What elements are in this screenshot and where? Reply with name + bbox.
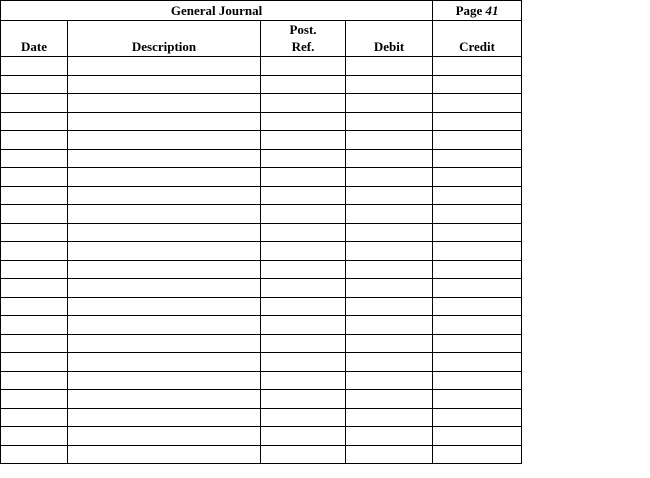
description-cell[interactable] bbox=[68, 205, 261, 224]
date-cell[interactable] bbox=[1, 390, 68, 409]
credit-cell[interactable] bbox=[433, 260, 522, 279]
description-cell[interactable] bbox=[68, 131, 261, 150]
table-row bbox=[1, 353, 522, 372]
post-ref-cell[interactable] bbox=[261, 390, 346, 409]
debit-cell[interactable] bbox=[346, 427, 433, 446]
debit-cell[interactable] bbox=[346, 334, 433, 353]
post-ref-cell[interactable] bbox=[261, 75, 346, 94]
date-cell[interactable] bbox=[1, 149, 68, 168]
debit-cell[interactable] bbox=[346, 371, 433, 390]
description-cell[interactable] bbox=[68, 445, 261, 464]
description-cell[interactable] bbox=[68, 279, 261, 298]
date-cell[interactable] bbox=[1, 186, 68, 205]
date-cell[interactable] bbox=[1, 445, 68, 464]
credit-cell[interactable] bbox=[433, 334, 522, 353]
post-ref-cell[interactable] bbox=[261, 353, 346, 372]
page-indicator bbox=[433, 1, 522, 21]
debit-cell[interactable] bbox=[346, 186, 433, 205]
post-ref-cell[interactable] bbox=[261, 242, 346, 261]
debit-cell[interactable] bbox=[346, 149, 433, 168]
credit-cell[interactable] bbox=[433, 94, 522, 113]
post-ref-cell[interactable] bbox=[261, 223, 346, 242]
post-ref-cell[interactable] bbox=[261, 445, 346, 464]
description-cell[interactable] bbox=[68, 390, 261, 409]
table-row bbox=[1, 316, 522, 335]
debit-cell[interactable] bbox=[346, 445, 433, 464]
debit-column-header: Debit bbox=[346, 21, 433, 57]
table-row bbox=[1, 149, 522, 168]
post-ref-column-header bbox=[261, 21, 346, 57]
description-cell[interactable] bbox=[68, 334, 261, 353]
post-ref-label-line1: Post. bbox=[289, 22, 317, 37]
description-cell[interactable] bbox=[68, 371, 261, 390]
credit-cell[interactable] bbox=[433, 427, 522, 446]
date-cell[interactable] bbox=[1, 75, 68, 94]
table-row bbox=[1, 390, 522, 409]
post-ref-cell[interactable] bbox=[261, 186, 346, 205]
description-column-header: Description bbox=[68, 21, 261, 57]
debit-cell[interactable] bbox=[346, 260, 433, 279]
date-cell[interactable] bbox=[1, 316, 68, 335]
description-cell[interactable] bbox=[68, 316, 261, 335]
post-ref-cell[interactable] bbox=[261, 260, 346, 279]
description-cell[interactable] bbox=[68, 260, 261, 279]
post-ref-cell[interactable] bbox=[261, 94, 346, 113]
table-row bbox=[1, 94, 522, 113]
description-cell[interactable] bbox=[68, 149, 261, 168]
post-ref-cell[interactable] bbox=[261, 371, 346, 390]
date-cell[interactable] bbox=[1, 223, 68, 242]
date-column-header: Date bbox=[1, 21, 68, 57]
debit-cell[interactable] bbox=[346, 408, 433, 427]
description-cell[interactable] bbox=[68, 168, 261, 187]
date-cell[interactable] bbox=[1, 242, 68, 261]
post-ref-cell[interactable] bbox=[261, 279, 346, 298]
date-cell[interactable] bbox=[1, 353, 68, 372]
debit-cell[interactable] bbox=[346, 279, 433, 298]
credit-cell[interactable] bbox=[433, 371, 522, 390]
date-cell[interactable] bbox=[1, 205, 68, 224]
table-row bbox=[1, 223, 522, 242]
credit-cell[interactable] bbox=[433, 75, 522, 94]
description-cell[interactable] bbox=[68, 242, 261, 261]
table-row bbox=[1, 427, 522, 446]
table-row bbox=[1, 186, 522, 205]
table-row bbox=[1, 131, 522, 150]
post-ref-cell[interactable] bbox=[261, 427, 346, 446]
post-ref-cell[interactable] bbox=[261, 57, 346, 76]
journal-title: General Journal bbox=[1, 1, 433, 21]
date-cell[interactable] bbox=[1, 260, 68, 279]
credit-cell[interactable] bbox=[433, 223, 522, 242]
description-cell[interactable] bbox=[68, 57, 261, 76]
table-row bbox=[1, 75, 522, 94]
credit-cell[interactable] bbox=[433, 205, 522, 224]
table-row bbox=[1, 168, 522, 187]
date-cell[interactable] bbox=[1, 131, 68, 150]
credit-cell[interactable] bbox=[433, 242, 522, 261]
description-cell[interactable] bbox=[68, 94, 261, 113]
post-ref-cell[interactable] bbox=[261, 205, 346, 224]
post-ref-cell[interactable] bbox=[261, 149, 346, 168]
date-cell[interactable] bbox=[1, 297, 68, 316]
table-row bbox=[1, 334, 522, 353]
credit-cell[interactable] bbox=[433, 168, 522, 187]
debit-cell[interactable] bbox=[346, 223, 433, 242]
date-cell[interactable] bbox=[1, 279, 68, 298]
table-row bbox=[1, 242, 522, 261]
debit-cell[interactable] bbox=[346, 94, 433, 113]
post-ref-cell[interactable] bbox=[261, 112, 346, 131]
credit-column-header: Credit bbox=[433, 21, 522, 57]
debit-cell[interactable] bbox=[346, 390, 433, 409]
credit-cell[interactable] bbox=[433, 390, 522, 409]
credit-cell[interactable] bbox=[433, 112, 522, 131]
credit-cell[interactable] bbox=[433, 131, 522, 150]
post-ref-cell[interactable] bbox=[261, 408, 346, 427]
table-row bbox=[1, 371, 522, 390]
date-cell[interactable] bbox=[1, 408, 68, 427]
credit-cell[interactable] bbox=[433, 316, 522, 335]
date-cell[interactable] bbox=[1, 334, 68, 353]
description-cell[interactable] bbox=[68, 186, 261, 205]
column-header-row bbox=[1, 21, 522, 57]
table-row bbox=[1, 279, 522, 298]
description-cell[interactable] bbox=[68, 427, 261, 446]
date-cell[interactable] bbox=[1, 94, 68, 113]
date-cell[interactable] bbox=[1, 112, 68, 131]
table-row bbox=[1, 260, 522, 279]
table-row bbox=[1, 408, 522, 427]
debit-cell[interactable] bbox=[346, 353, 433, 372]
description-cell[interactable] bbox=[68, 297, 261, 316]
journal-entries bbox=[1, 57, 522, 464]
credit-cell[interactable] bbox=[433, 186, 522, 205]
page-label: Page bbox=[455, 2, 483, 18]
post-ref-cell[interactable] bbox=[261, 168, 346, 187]
table-row bbox=[1, 297, 522, 316]
debit-cell[interactable] bbox=[346, 168, 433, 187]
date-cell[interactable] bbox=[1, 168, 68, 187]
page-number: 41 bbox=[485, 2, 499, 18]
post-ref-cell[interactable] bbox=[261, 334, 346, 353]
description-cell[interactable] bbox=[68, 223, 261, 242]
description-cell[interactable] bbox=[68, 75, 261, 94]
credit-cell[interactable] bbox=[433, 57, 522, 76]
date-cell[interactable] bbox=[1, 371, 68, 390]
debit-cell[interactable] bbox=[346, 316, 433, 335]
credit-cell[interactable] bbox=[433, 149, 522, 168]
credit-cell[interactable] bbox=[433, 408, 522, 427]
date-cell[interactable] bbox=[1, 427, 68, 446]
journal-title-row bbox=[1, 1, 522, 21]
post-ref-label-line2: Ref. bbox=[291, 39, 315, 54]
debit-cell[interactable] bbox=[346, 297, 433, 316]
post-ref-cell[interactable] bbox=[261, 131, 346, 150]
table-row bbox=[1, 112, 522, 131]
description-cell[interactable] bbox=[68, 112, 261, 131]
debit-cell[interactable] bbox=[346, 112, 433, 131]
debit-cell[interactable] bbox=[346, 57, 433, 76]
credit-cell[interactable] bbox=[433, 445, 522, 464]
description-cell[interactable] bbox=[68, 408, 261, 427]
credit-cell[interactable] bbox=[433, 353, 522, 372]
post-ref-cell[interactable] bbox=[261, 316, 346, 335]
table-row bbox=[1, 205, 522, 224]
credit-cell[interactable] bbox=[433, 297, 522, 316]
debit-cell[interactable] bbox=[346, 242, 433, 261]
debit-cell[interactable] bbox=[346, 75, 433, 94]
table-row bbox=[1, 57, 522, 76]
table-row bbox=[1, 445, 522, 464]
debit-cell[interactable] bbox=[346, 131, 433, 150]
description-cell[interactable] bbox=[68, 353, 261, 372]
date-cell[interactable] bbox=[1, 57, 68, 76]
debit-cell[interactable] bbox=[346, 205, 433, 224]
post-ref-cell[interactable] bbox=[261, 297, 346, 316]
credit-cell[interactable] bbox=[433, 279, 522, 298]
